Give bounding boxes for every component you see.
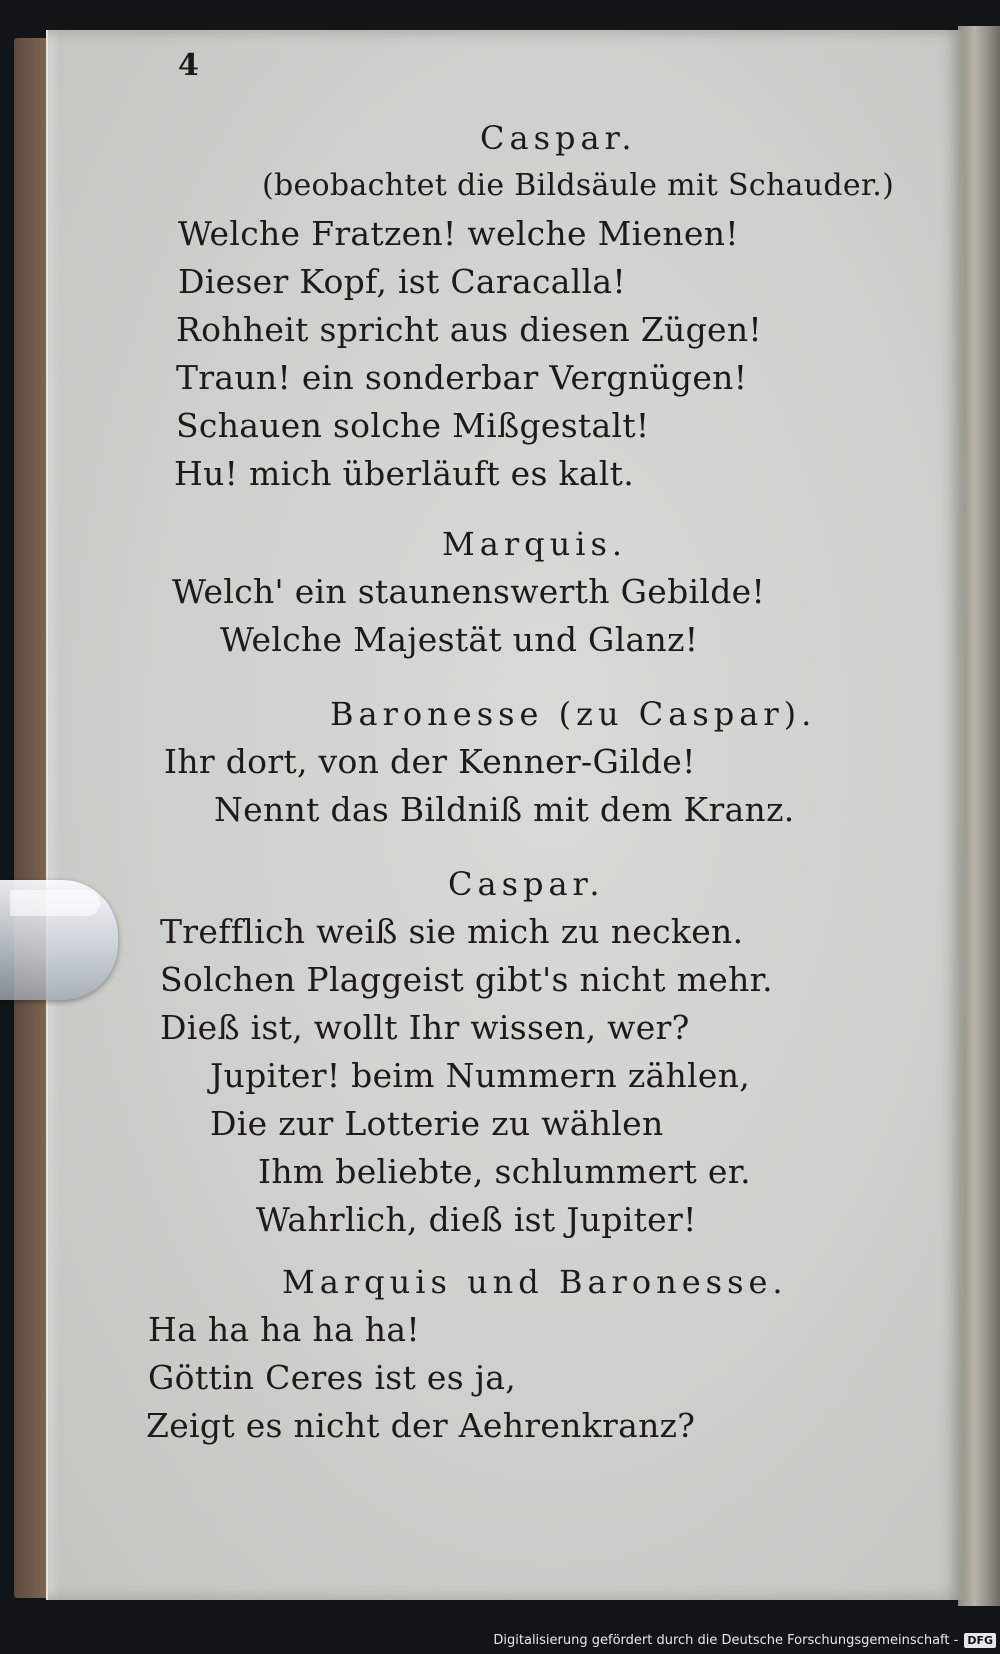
speaker-caspar: Caspar. [448, 865, 605, 903]
verse-line: Zeigt es nicht der Aehrenkranz? [146, 1406, 696, 1445]
verse-line: Ha ha ha ha ha! [148, 1310, 420, 1349]
funding-credit-text: Digitalisierung gefördert durch die Deutsche Forschungsgemeinschaft - [493, 1632, 959, 1648]
verse-line: Rohheit spricht aus diesen Zügen! [176, 310, 762, 349]
verse-line: Göttin Ceres ist es ja, [148, 1358, 517, 1397]
verse-line: Solchen Plaggeist gibt's nicht mehr. [160, 960, 773, 999]
verse-line: Traun! ein sonderbar Vergnügen! [176, 358, 748, 397]
verse-line: Welche Fratzen! welche Mienen! [178, 214, 739, 253]
verse-line: Hu! mich überläuft es kalt. [174, 454, 635, 493]
page-number: 4 [178, 48, 199, 83]
dfg-logo: DFG [964, 1633, 996, 1648]
verse-line: Trefflich weiß sie mich zu necken. [160, 912, 744, 951]
speaker-baronesse: Baronesse (zu Caspar). [330, 695, 817, 733]
verse-line: Die zur Lotterie zu wählen [210, 1104, 664, 1143]
speaker-marquis: Marquis. [442, 525, 628, 563]
verse-line: Nennt das Bildniß mit dem Kranz. [214, 790, 795, 829]
verse-line: Ihm beliebte, schlummert er. [258, 1152, 751, 1191]
verse-line: Schauen solche Mißgestalt! [176, 406, 650, 445]
verse-line: Dieser Kopf, ist Caracalla! [178, 262, 626, 301]
verse-line: Welche Majestät und Glanz! [220, 620, 699, 659]
verse-line: Welch' ein staunenswerth Gebilde! [172, 572, 766, 611]
verse-line: Jupiter! beim Nummern zählen, [210, 1056, 751, 1095]
verse-line: Wahrlich, dieß ist Jupiter! [256, 1200, 697, 1239]
stage-direction: (beobachtet die Bildsäule mit Schauder.) [262, 168, 895, 203]
verse-line: Ihr dort, von der Kenner-Gilde! [164, 742, 696, 781]
speaker-marquis-und-baronesse: Marquis und Baronesse. [282, 1263, 788, 1301]
speaker-caspar: Caspar. [480, 119, 637, 157]
page-clip-highlight [10, 890, 100, 916]
next-page-edge [958, 26, 1000, 1606]
verse-line: Dieß ist, wollt Ihr wissen, wer? [160, 1008, 690, 1047]
digitization-credit [493, 1630, 996, 1650]
